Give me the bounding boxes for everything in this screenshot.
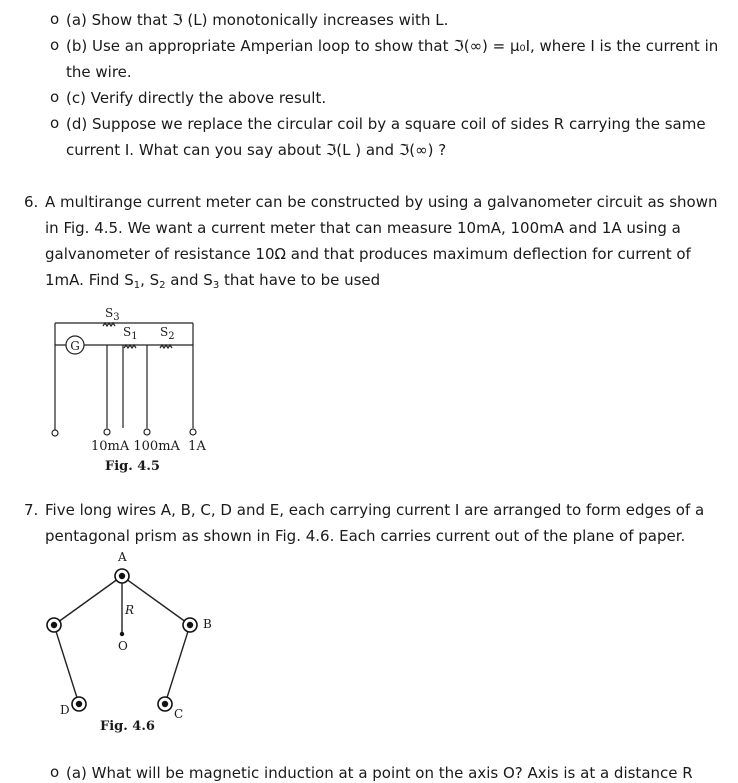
edge-b-c [165,625,190,704]
q7-item-a-text: (a) What will be magnetic induction at a point on the axis O? Axis is at a distance R [66,764,693,782]
q5-item-a-text: (a) Show that ℑ (L) monotonically increases with L. [66,11,449,29]
label-s3: $S_3$ [105,306,120,323]
q5-item-b-text: (b) Use an appropriate Amperian loop to show that ℑ(∞) = μ₀I, where I is the current in [66,37,719,55]
q6-line-2: in Fig. 4.5. We want a current meter that can measure 10mA, 100mA and 1A using a [45,219,681,237]
fig-4-5-caption: Fig. 4.5 [105,459,160,474]
q7-line-1: Five long wires A, B, C, D and E, each carrying current I are arranged to form edges of a [45,501,705,519]
q5-item-d-text-cont: current I. What can you say about ℑ(L ) and ℑ(∞) ? [66,141,447,159]
bullet-icon: o [50,88,60,106]
wire-c-dot [162,701,168,707]
edge-a-e [54,576,122,625]
label-b: B [203,617,212,631]
q7-line-2: pentagonal prism as shown in Fig. 4.6. Each carries current out of the plane of paper. [45,527,686,545]
wire-d-dot [76,701,82,707]
q5-item-c-text: (c) Verify directly the above result. [66,89,327,107]
label-o: O [118,639,128,653]
q7-number: 7. [24,501,39,519]
galvanometer-label: G [70,339,80,353]
label-s2: $S_2$ [160,325,175,342]
bullet-icon: o [50,36,60,54]
label-s1: $S_1$ [123,325,138,342]
q5-item-b-text-cont: the wire. [66,63,132,81]
terminal-labels: 10mA 100mA 1A [91,439,206,454]
q6-line-1: A multirange current meter can be constructed by using a galvanometer circuit as shown [45,193,718,211]
bullet-icon: o [50,763,60,781]
wire-e-dot [51,622,57,628]
fig-4-6-caption: Fig. 4.6 [100,719,155,734]
q6-line-3: galvanometer of resistance 10Ω and that produces maximum deflection for current of [45,245,691,263]
label-r: R [125,603,135,617]
q6-line-4: 1mA. Find $S_1$, $S_2$ and $S_3$ that have to be used [45,271,381,291]
bullet-icon: o [50,10,60,28]
wire-a-dot [119,573,125,579]
center-o-dot [120,632,124,636]
q6-number: 6. [24,193,39,211]
q5-item-d-text: (d) Suppose we replace the circular coil by a square coil of sides R carrying the same [66,115,706,133]
label-d: D [60,703,70,717]
edge-a-b [122,576,190,625]
label-c: C [174,707,184,721]
edge-e-d [54,625,79,704]
label-a: A [118,550,127,564]
bullet-icon: o [50,114,60,132]
wire-b-dot [187,622,193,628]
